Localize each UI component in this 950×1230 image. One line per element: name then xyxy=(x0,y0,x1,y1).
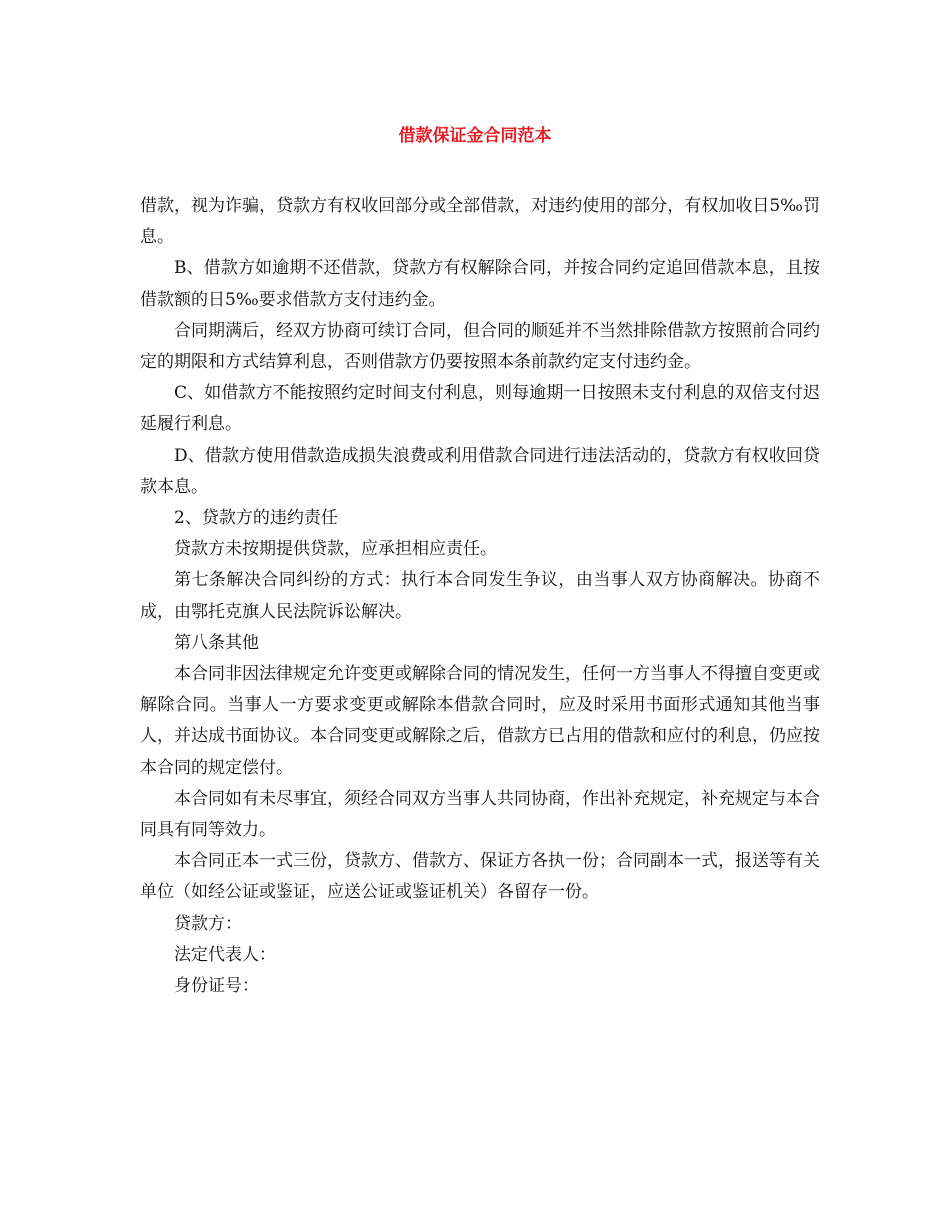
paragraph: 合同期满后，经双方协商可续订合同，但合同的顺延并不当然排除借款方按照前合同约定的期限和方式结算利息，否则借款方仍要按照本条前款约定支付违约金。 xyxy=(140,320,820,373)
paragraph: 第七条解决合同纠纷的方式：执行本合同发生争议，由当事人双方协商解决。协商不成，由鄂托克旗人民法院诉讼解决。 xyxy=(140,570,820,622)
signature-field-legal-representative: 法定代表人： xyxy=(174,944,276,965)
signature-field-lender: 贷款方： xyxy=(174,913,242,934)
section-heading: 第八条其他 xyxy=(174,632,259,653)
paragraph: 借款，视为诈骗，贷款方有权收回部分或全部借款，对违约使用的部分，有权加收日5‰罚息。 xyxy=(140,196,820,248)
paragraph: B、借款方如逾期不还借款，贷款方有权解除合同，并按合同约定追回借款本息，且按借款额的日5‰要求借款方支付违约金。 xyxy=(140,258,820,310)
paragraph: 本合同非因法律规定允许变更或解除合同的情况发生，任何一方当事人不得擅自变更或解除合同。当事人一方要求变更或解除本借款合同时，应及时采用书面形式通知其他当事人，并达成书面协议。本合同变更或解除之后，借款方已占用的借款和应付的利息，仍应按本合同的规定偿付。 xyxy=(140,664,820,778)
paragraph: 贷款方未按期提供贷款，应承担相应责任。 xyxy=(174,539,497,560)
paragraph: D、借款方使用借款造成损失浪费或利用借款合同进行违法活动的，贷款方有权收回贷款本息。 xyxy=(140,445,820,497)
document-title: 借款保证金合同范本 xyxy=(398,126,552,146)
document-body xyxy=(140,191,820,1002)
paragraph: 本合同如有未尽事宜，须经合同双方当事人共同协商，作出补充规定，补充规定与本合同具有同等效力。 xyxy=(140,788,820,841)
paragraph: 本合同正本一式三份，贷款方、借款方、保证方各执一份；合同副本一式，报送等有关单位（如经公证或鉴证，应送公证或鉴证机关）各留存一份。 xyxy=(140,851,820,903)
signature-field-id-number: 身份证号： xyxy=(174,976,259,997)
section-heading: 2、贷款方的违约责任 xyxy=(174,508,338,529)
paragraph: C、如借款方不能按照约定时间支付利息，则每逾期一日按照未支付利息的双倍支付迟延履行利息。 xyxy=(140,383,820,435)
